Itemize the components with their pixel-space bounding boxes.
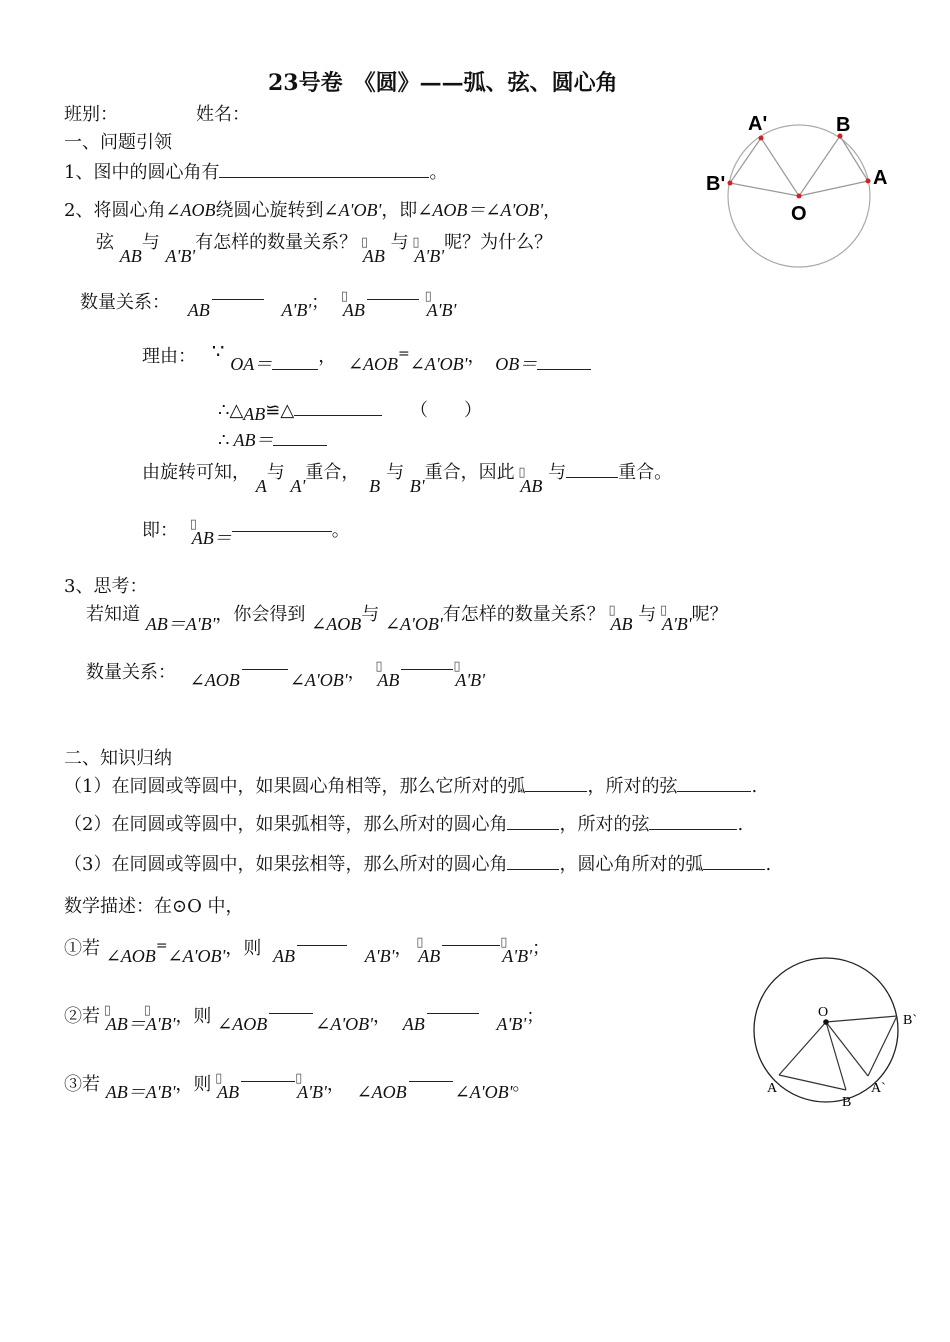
rule-3-blank-angle [507,868,559,870]
arc-ab: ▯ AB [343,300,365,320]
rotation-text-g: 重合。 [618,462,673,483]
relation-blank [242,668,288,670]
ab-equals-line [218,426,327,452]
rotation-text-e: 重合，因此 [424,462,515,483]
radius-oa [779,1022,826,1075]
rule-2-text: （2）在同圆或等圆中，如果弧相等，那么所对的圆心角 [64,814,508,835]
q2-text-b: 绕圆心旋转到 [215,200,324,221]
question-1 [64,158,447,184]
ie-label: 即： [142,520,178,541]
chord-a1b1-line [730,138,761,183]
q1-tail: 。 [429,162,448,183]
relation-line [80,288,457,320]
comma: ， [467,346,486,367]
point-a-dot [866,179,871,184]
q2-text-f: 与 [141,232,160,253]
q2-text-e: 弦 [96,232,114,253]
statement-2-if: 若 [82,1006,100,1027]
chord-ab: AB [402,1014,425,1034]
label-b: B [836,114,851,136]
statement-2 [64,1002,545,1034]
arc-a1b1: ▯ A'B' [146,1014,176,1034]
angle-aob: ∠AOB [217,1014,268,1034]
radius-ob [826,1022,846,1090]
comma: ， [318,346,337,367]
label-a: A [767,1081,778,1096]
aob-vertices: AB [243,404,266,424]
angle-a1ob1: ∠A'OB' [384,614,443,634]
q3-line [86,600,728,634]
rule-3-text-b: ，圆心角所对的弧 [559,854,704,875]
statement-2-number: ② [64,1006,82,1027]
comma: ， [373,1006,392,1027]
angle-aob: ∠AOB [189,670,240,690]
rule-1 [64,772,757,798]
ab-equals: AB＝ [233,430,274,450]
statement-3-number: ③ [64,1074,82,1095]
q3-relation-line [86,658,486,690]
radius-oa [799,181,868,196]
point-a: A [255,476,267,496]
label-a1: A` [871,1081,886,1096]
ie-blank [232,530,332,532]
label-b1: B` [903,1013,917,1028]
label-a1: A' [748,113,768,135]
chord-a1b1: A'B' [165,246,196,266]
label-b: B [842,1095,852,1110]
point-a1: A' [290,476,306,496]
radius-ob [799,136,840,196]
reason-label: 理由： [142,346,196,367]
chord-a1b1: A'B' [364,946,395,966]
arc-a1b1: ▯ A'B' [427,300,457,320]
rule-2-text-b: ，所对的弦 [559,814,650,835]
chord-ab: AB [273,946,296,966]
q3-text-b: ，你会得到 [215,604,306,625]
reason-line [142,339,591,374]
ob-equals: OB＝ [495,354,538,374]
q2-text-a: 2、将圆心角 [64,200,166,221]
because-symbol: ∵ [211,339,225,363]
oa-blank [272,368,318,370]
angle-aob: ∠AOB [347,354,399,374]
equals-sign: = [155,938,168,954]
angle-a1ob1: ∠A'OB' [167,946,226,966]
angle-aob: ∠AOB [165,200,216,220]
equals-sign: = [398,346,410,362]
angle-a1ob1: ∠A'OB' [454,1082,513,1102]
rotation-text-c: 重合， [305,462,360,483]
rule-3-blank-arc [703,868,765,870]
rotation-text-a: 由旋转可知， [142,462,250,483]
reason-parentheses: （ ） [409,400,482,421]
rule-3 [64,850,771,876]
q1-blank [219,176,429,178]
point-b1: B' [409,476,425,496]
chord-ab: AB [119,246,142,266]
congruence-line [218,396,482,422]
angle-aob: ∠AOB [105,946,156,966]
statement-3-then: ，则 [175,1074,212,1095]
angle-a1ob1: ∠A'OB' [289,670,348,690]
q3-text-f: 呢？ [691,604,728,625]
arc-ab: ▯ AB [418,946,440,966]
section2-heading: 二、知识归纳 [64,748,172,769]
class-label: 班别： [64,104,118,125]
rule-1-blank-chord [677,790,751,792]
arc-a1b1: ▯ A'B' [662,614,692,634]
statement-1 [64,934,550,966]
section1-heading: 一、问题引领 [64,132,172,153]
chord-equality: AB＝A'B' [105,1082,176,1102]
q1-text: 1、图中的圆心角有 [64,162,220,183]
relation-label: 数量关系： [80,292,170,313]
radius-oa1 [761,138,799,196]
q2-text-c: ，即 [381,200,418,221]
rotation-text-f: 与 [548,462,567,483]
rule-1-text: （1）在同圆或等圆中，如果圆心角相等，那么它所对的弧 [64,776,526,797]
q2-text-g: 有怎样的数量关系？ [195,232,358,253]
name-label: 姓名： [196,104,250,125]
congruent-symbol: ≌△ [265,400,295,421]
relation-label: 数量关系： [86,662,176,683]
relation-blank [212,298,264,300]
rule-2-blank-chord [649,828,737,830]
angle-a1ob1: ∠A'OB' [409,354,468,374]
semicolon: ； [526,1006,545,1027]
question-2-line-1 [64,196,561,222]
center-o-dot [797,194,802,199]
statement-3 [64,1070,531,1102]
rule-2-blank-angle [507,828,559,830]
oa-equals: OA＝ [230,354,273,374]
period: 。 [331,520,350,541]
semicolon: ； [311,292,330,313]
arc-ab-equals: ▯ AB＝ [106,1014,146,1034]
rotation-blank [566,476,618,478]
label-b1: B' [706,173,726,195]
statement-2-then: ，则 [175,1006,212,1027]
q2-text-d: ， [543,200,562,221]
chord-ab-line [840,136,868,181]
triangle-symbol: △ [229,400,244,421]
angle-equality: ∠AOB＝∠A'OB' [417,200,544,220]
radius-ob1 [730,183,799,196]
statement-1-then: ，则 [225,938,262,959]
ab-blank [273,444,327,446]
radius-ob1 [826,1016,897,1022]
semicolon: ； [531,938,550,959]
comma: ， [326,1074,345,1095]
point-a1-dot [759,136,764,141]
statement-2-blank [427,1012,479,1014]
rule-2 [64,810,743,836]
angle-a1ob1: ∠A'OB' [323,200,382,220]
statement-3-blank [241,1080,295,1082]
rule-3-end: . [765,854,772,875]
q2-text-i: 呢？为什么？ [444,232,553,253]
statement-3-if: 若 [82,1074,100,1095]
q3-text-a: 若知道 [86,604,140,625]
rule-1-blank-arc [525,790,587,792]
relation-blank [401,668,453,670]
label-o: O [791,203,807,225]
statement-1-number: ① [64,938,82,959]
rule-2-end: . [737,814,744,835]
chord-a1b1: A'B' [496,1014,527,1034]
angle-aob: ∠AOB [311,614,362,634]
arc-a1b1: ▯ A'B' [414,246,444,266]
center-o-dot [823,1019,829,1025]
rule-1-end: . [751,776,758,797]
rule-1-text-b: ，所对的弦 [587,776,678,797]
relation-blank [367,298,419,300]
question-2-line-2 [96,228,553,266]
rotation-text-d: 与 [386,462,405,483]
arc-a1b1: ▯ A'B' [297,1082,327,1102]
arc-ab-equals: ▯ AB＝ [192,528,232,548]
chord-ab-line [779,1075,846,1090]
comma: ， [394,938,413,959]
rule-3-text: （3）在同圆或等圆中，如果弦相等，那么所对的圆心角 [64,854,508,875]
q2-text-h: 与 [390,232,409,253]
statement-1-blank [297,944,347,946]
q3-text-d: 有怎样的数量关系？ [442,604,605,625]
label-a: A [873,167,888,189]
congruence-blank [294,414,382,416]
arc-a1b1: ▯ A'B' [502,946,532,966]
chord-ab: AB [187,300,210,320]
q3-heading: 3、思考： [64,576,148,597]
page-title: 23号卷 《圆》——弧、弦、圆心角 [268,70,618,96]
arc-ab: ▯ AB [377,670,399,690]
rotation-line [142,458,673,496]
radius-oa1 [826,1022,868,1076]
therefore-symbol: ∴ [218,430,230,451]
math-description: 数学描述：在⊙O 中， [64,896,244,917]
statement-1-if: 若 [82,938,100,959]
period: 。 [512,1074,531,1095]
chord-equality: AB＝A'B' [145,614,216,634]
label-o: O [818,1005,829,1020]
chord-a1b1: A'B' [281,300,312,320]
statement-1-blank [442,944,500,946]
angle-aob: ∠AOB [356,1082,407,1102]
point-b: B [369,476,381,496]
circle-figure-rotation [700,104,900,276]
statement-2-blank [269,1012,313,1014]
arc-ab: ▯ AB [363,246,385,266]
angle-a1ob1: ∠A'OB' [315,1014,374,1034]
arc-ab: ▯ AB [610,614,632,634]
point-b1-dot [728,181,733,186]
therefore-symbol: ∴ [218,400,230,421]
comma: ， [347,662,366,683]
chord-a1b1-line [868,1016,897,1076]
rotation-text-b: 与 [266,462,285,483]
arc-ab: ▯ AB [217,1082,239,1102]
statement-3-blank [409,1080,453,1082]
q3-text-c: 与 [361,604,380,625]
ob-blank [537,368,591,370]
arc-a1b1: ▯ A'B' [455,670,485,690]
q3-text-e: 与 [638,604,657,625]
arc-ab: ▯ AB [520,476,542,496]
circle-figure-summary [740,948,940,1118]
ie-line [142,516,350,548]
